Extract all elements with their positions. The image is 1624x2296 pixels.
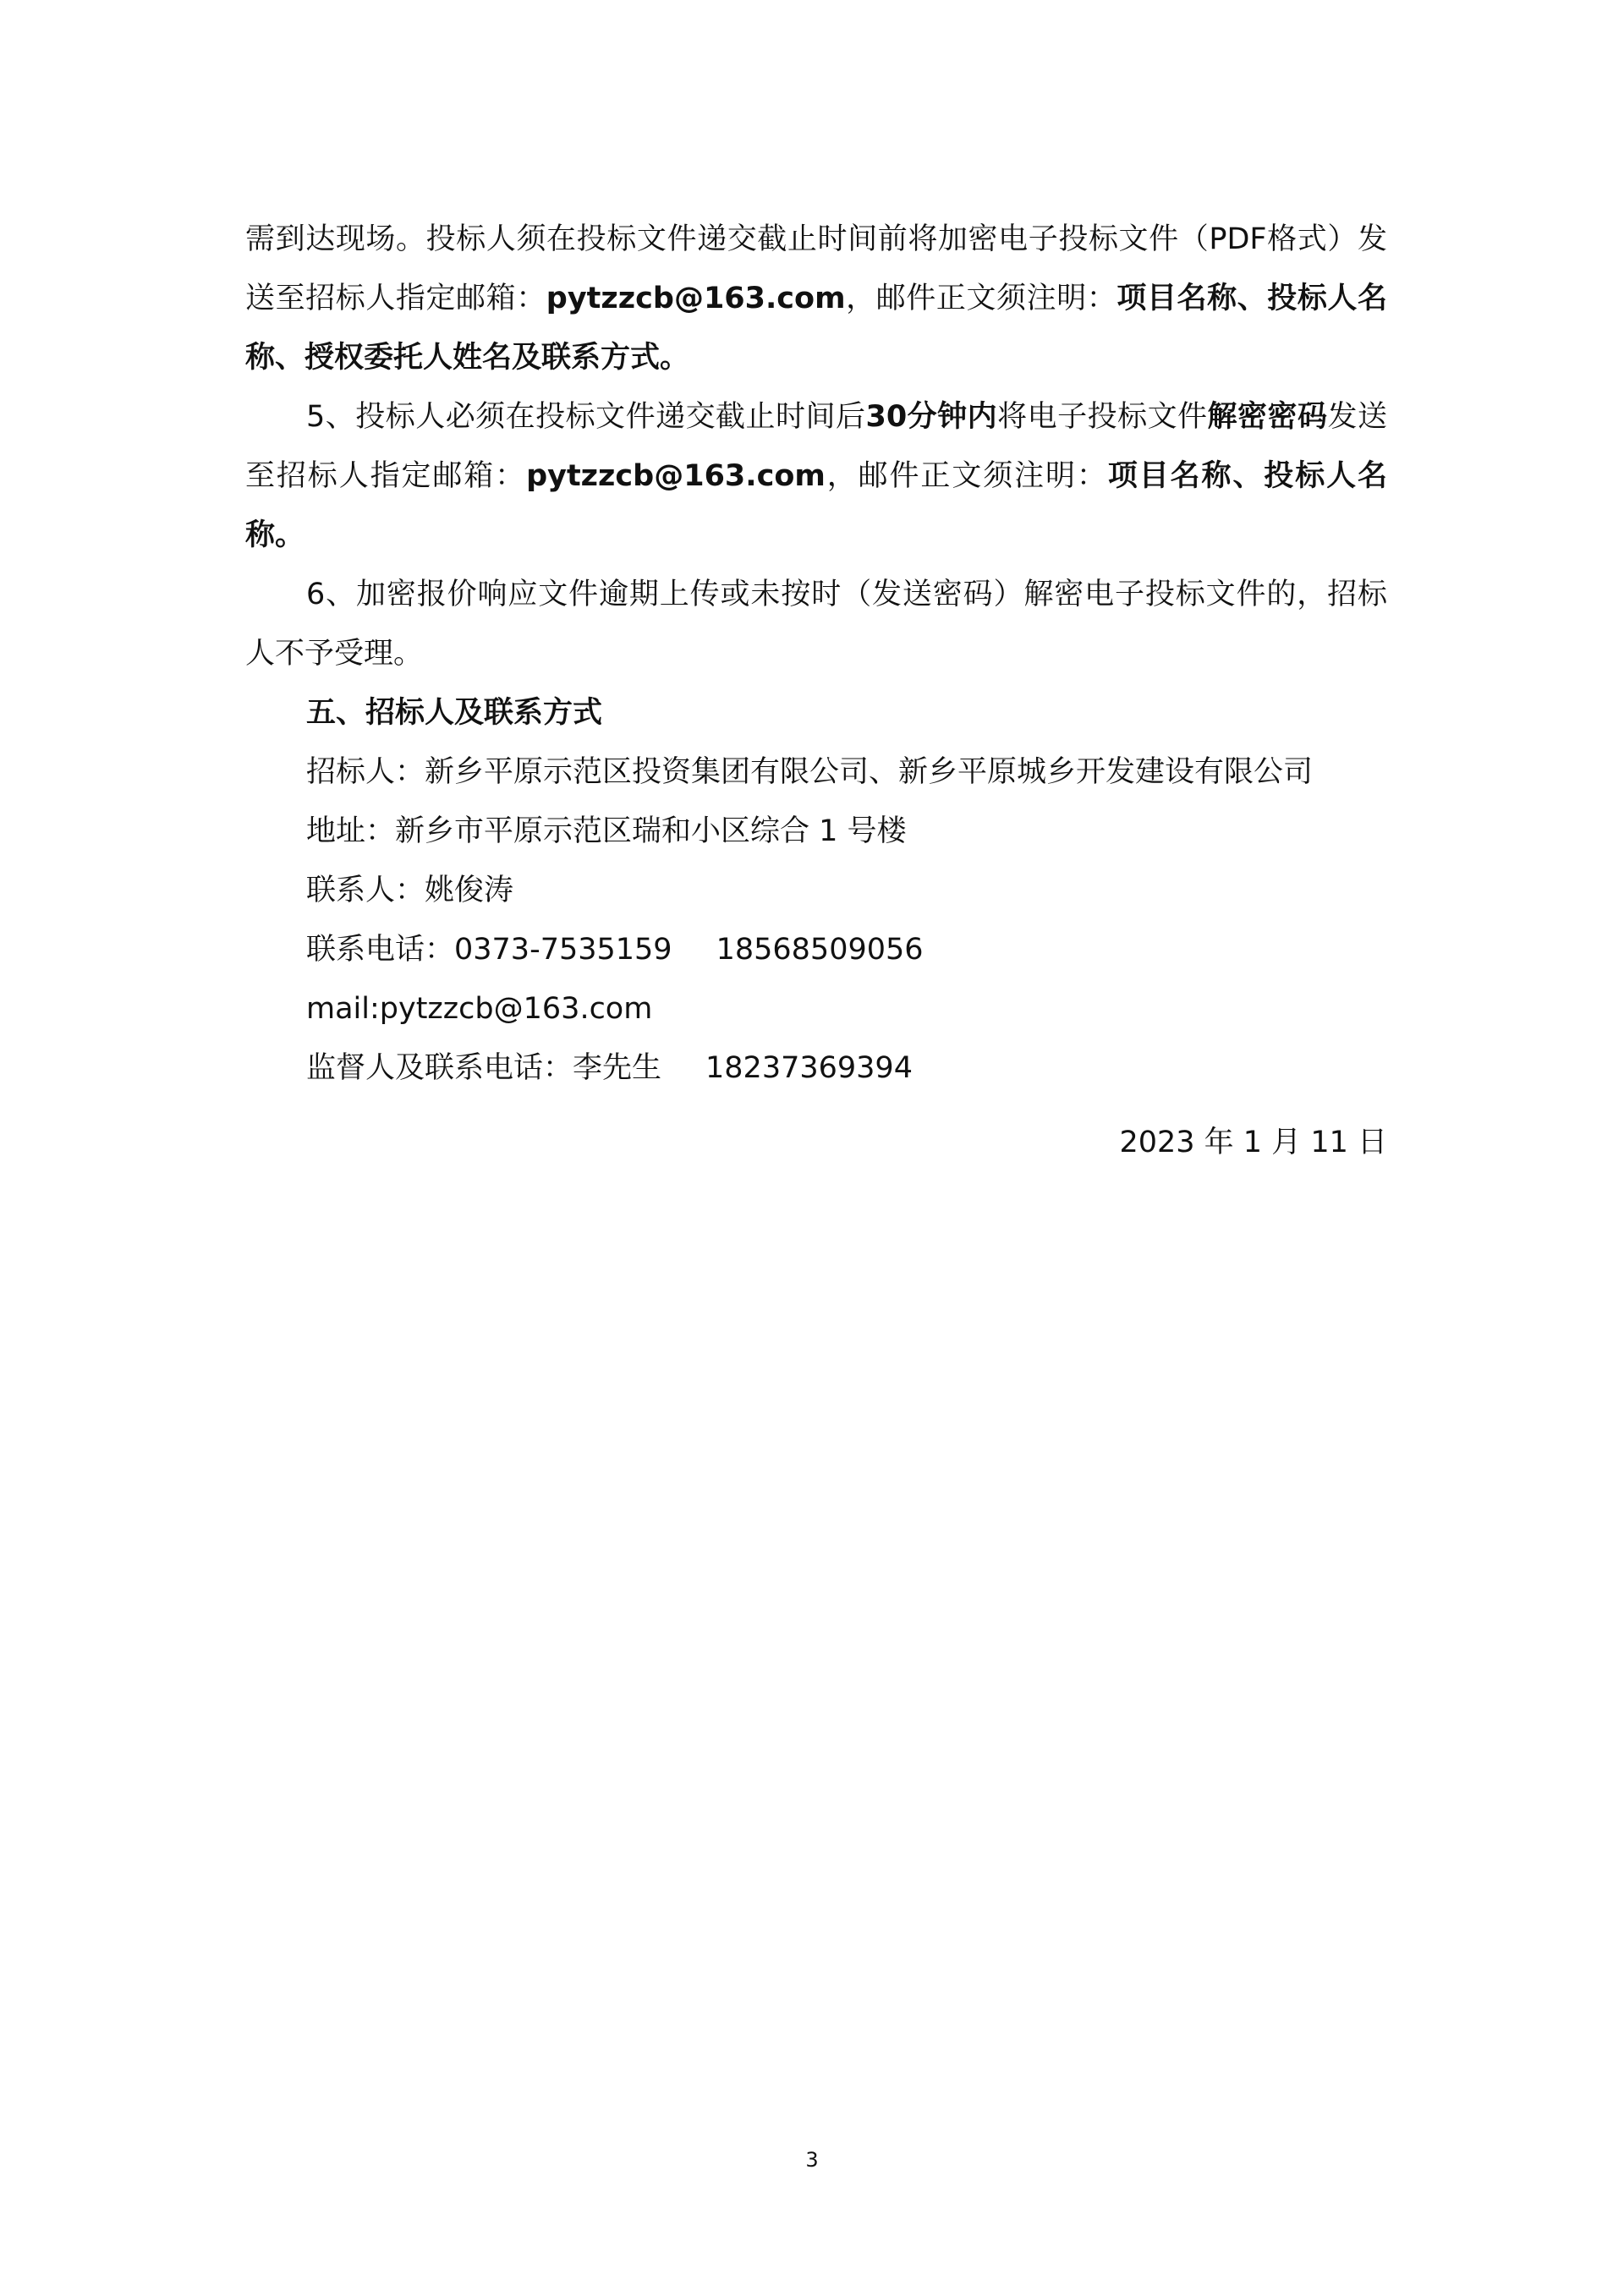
contact-person-line: 联系人：姚俊涛 bbox=[306, 874, 514, 907]
email-address: pytzzcb@163.com bbox=[526, 459, 826, 493]
section-heading: 五、招标人及联系方式 bbox=[306, 696, 603, 730]
paragraph-text: 将电子投标文件 bbox=[997, 400, 1208, 434]
address-line: 地址：新乡市平原示范区瑞和小区综合 1 号楼 bbox=[306, 814, 907, 848]
bold-requirement: 项目名称、投标人名称。 bbox=[245, 459, 1387, 552]
page-number: 3 bbox=[805, 2148, 819, 2172]
supervisor-label: 监督人及联系电话：李先生 bbox=[306, 1051, 662, 1085]
phone-label: 联系电话：0373-7535159 bbox=[306, 933, 672, 967]
bold-decryption-password: 解密密码 bbox=[1207, 400, 1328, 434]
email-address: pytzzcb@163.com bbox=[546, 282, 846, 315]
document-body bbox=[245, 210, 1387, 1098]
mobile-number: 18568509056 bbox=[716, 933, 924, 967]
supervisor-line bbox=[245, 1038, 1387, 1098]
document-date: 2023 年 1 月 11 日 bbox=[1119, 1126, 1387, 1159]
phone-line bbox=[245, 920, 1387, 979]
paragraph-5 bbox=[245, 387, 1387, 565]
paragraph-text: 需到达现场。投标人须在投标文件递交截止时间前将加密电子投标文件（PDF格式）发送至招标人指定邮箱： bbox=[245, 222, 1387, 315]
paragraph-4-continuation bbox=[245, 210, 1387, 387]
paragraph-text: ，邮件正文须注明： bbox=[825, 459, 1108, 493]
bold-requirement: 项目名称、投标人名称、授权委托人姓名及联系方式。 bbox=[245, 282, 1387, 375]
paragraph-text: ，邮件正文须注明： bbox=[845, 282, 1117, 315]
paragraph-text: 5、投标人必须在投标文件递交截止时间后 bbox=[306, 400, 866, 434]
paragraph-text: 发送至招标人指定邮箱： bbox=[245, 400, 1387, 493]
mail-line: mail:pytzzcb@163.com bbox=[306, 992, 653, 1026]
supervisor-phone: 18237369394 bbox=[705, 1051, 913, 1085]
bold-deadline: 30分钟内 bbox=[865, 400, 998, 434]
tenderer-line: 招标人：新乡平原示范区投资集团有限公司、新乡平原城乡开发建设有限公司 bbox=[306, 755, 1314, 789]
paragraph-6: 6、加密报价响应文件逾期上传或未按时（发送密码）解密电子投标文件的，招标人不予受理。 bbox=[245, 578, 1387, 671]
